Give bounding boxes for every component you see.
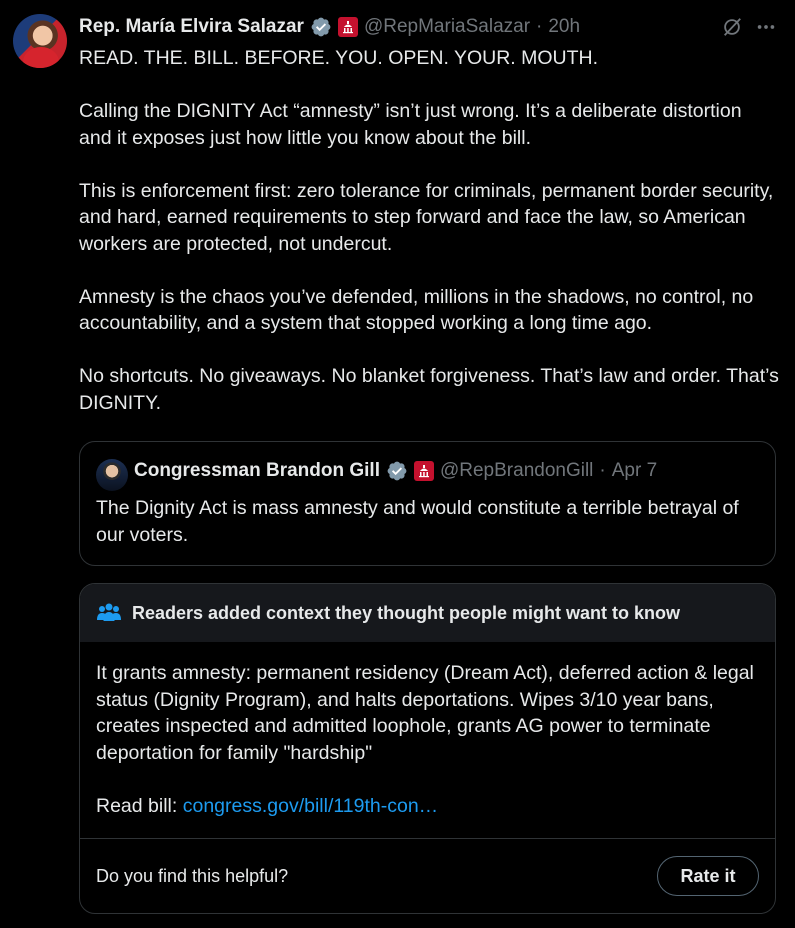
community-note-body <box>96 660 766 819</box>
header-separator: · <box>536 16 543 37</box>
more-options-icon[interactable] <box>755 16 777 38</box>
author-name[interactable]: Rep. María Elvira Salazar <box>79 16 304 37</box>
bill-link[interactable]: congress.gov/bill/119th-con… <box>182 794 439 817</box>
quoted-timestamp: Apr 7 <box>611 460 658 481</box>
quoted-tweet[interactable] <box>79 441 776 566</box>
community-note-text: It grants amnesty: permanent residency (Dream Act), deferred action & legal status (Dignity Program), and halts deportations. Wipes 3/10 year bans, creates inspected and admitted loophole, grants AG power to terminate deportation for family "hardship" <box>96 662 754 764</box>
grok-icon[interactable] <box>721 16 743 38</box>
author-avatar[interactable] <box>13 14 67 68</box>
quoted-separator: · <box>599 460 606 481</box>
government-badge-icon <box>414 461 434 481</box>
tweet-header <box>79 14 775 40</box>
community-note-header <box>80 584 775 642</box>
quoted-tweet-text: The Dignity Act is mass amnesty and would constitute a terrible betrayal of our voters. <box>96 497 739 546</box>
tweet-text: READ. THE. BILL. BEFORE. YOU. OPEN. YOUR. MOUTH. Calling the DIGNITY Act “amnesty” isn’t just wrong. It’s a deliberate distortion and it exposes just how little you know about the bill. This is enforcement first: zero tolerance for criminals, permanent border security, and hard, earned requirements to step forward and face the law, so American workers are protected, not undercut. Amnesty is the chaos you’ve defended, millions in the shadows, no control, no accountability, and a system that stopped working a long time ago. No shortcuts. No giveaways. No blanket forgiveness. That’s law and order. That’s DIGNITY. <box>79 47 779 414</box>
quoted-author-avatar[interactable] <box>96 459 128 491</box>
quoted-author-handle: @RepBrandonGill <box>439 460 594 481</box>
community-note-title: Readers added context they thought people might want to know <box>132 602 681 623</box>
community-note <box>79 583 776 914</box>
government-badge-icon <box>338 17 358 37</box>
quoted-tweet-header <box>134 460 657 482</box>
read-bill-line <box>96 793 766 820</box>
read-bill-label: Read bill: <box>96 794 183 817</box>
rate-it-button[interactable]: Rate it <box>657 856 759 896</box>
helpful-question: Do you find this helpful? <box>96 866 289 886</box>
author-handle[interactable]: @RepMariaSalazar <box>363 16 531 37</box>
verified-badge-icon <box>386 460 408 482</box>
quoted-author-name: Congressman Brandon Gill <box>134 460 380 481</box>
verified-badge-icon <box>310 16 332 38</box>
divider <box>80 838 775 839</box>
people-icon <box>96 602 122 624</box>
tweet-timestamp[interactable]: 20h <box>548 16 581 37</box>
